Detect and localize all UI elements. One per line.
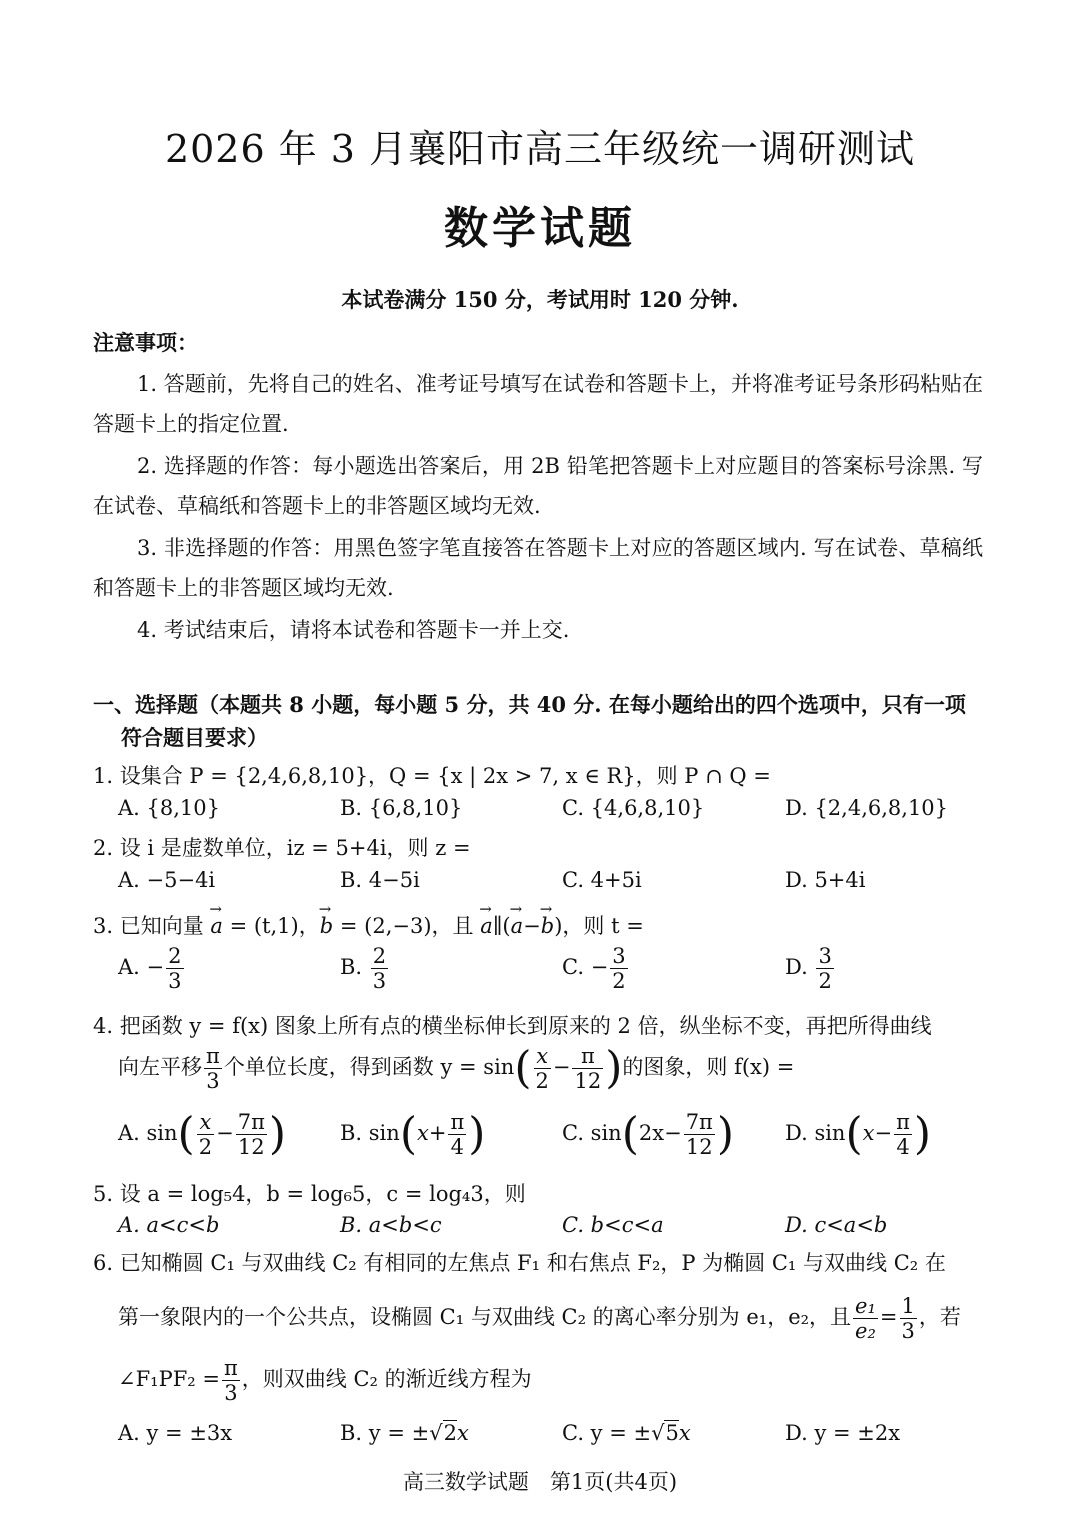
right-paren: )	[913, 1108, 932, 1160]
option-c: C. b<c<a	[562, 1213, 664, 1237]
option-b: B. a<b<c	[340, 1213, 442, 1237]
option-a	[118, 944, 186, 993]
fraction	[371, 944, 388, 993]
option-d: D. y = ±2x	[785, 1421, 901, 1445]
option-d: D. c<a<b	[785, 1213, 888, 1237]
vector-b: → b	[541, 914, 554, 938]
denominator: 2	[535, 1069, 549, 1093]
numerator: 3	[612, 944, 626, 968]
fraction	[166, 944, 183, 993]
option-sign: −	[146, 955, 165, 979]
vector-b: → b	[320, 914, 333, 938]
subject-title: 数学试题	[444, 203, 636, 254]
option-b: B. y = ±√2x	[340, 1421, 469, 1445]
section-line-1: 一、选择题（本题共 8 小题，每小题 5 分，共 40 分. 在每小题给出的四个选项中，只有一项	[93, 692, 966, 717]
denominator: 4	[450, 1135, 465, 1159]
option-c: C. 4+5i	[562, 868, 642, 892]
fraction	[197, 1110, 214, 1159]
option-label: A. sin	[118, 1121, 178, 1145]
numerator: 2	[372, 944, 387, 968]
question-2-stem: 2. 设 i 是虚数单位，iz = 5+4i，则 z =	[93, 836, 471, 860]
denominator: 3	[372, 969, 387, 993]
right-paren: )	[268, 1108, 287, 1160]
notice-heading: 注意事项：	[93, 330, 198, 355]
right-paren: )	[605, 1042, 623, 1094]
left-paren: (	[845, 1108, 863, 1160]
numerator: 7π	[685, 1110, 713, 1134]
q3-text: 3. 已知向量	[93, 914, 211, 938]
fraction	[204, 1044, 222, 1093]
q4-text: 个单位长度，得到函数 y = sin	[223, 1055, 515, 1079]
q3-text: −	[523, 914, 541, 938]
option-a	[118, 1110, 286, 1159]
left-paren: (	[621, 1108, 639, 1160]
left-paren: (	[177, 1108, 195, 1160]
option-a: A. a<c<b	[118, 1213, 220, 1237]
option-b: B. {6,8,10}	[340, 796, 463, 820]
notice-item: 4. 考试结束后，请将本试卷和答题卡一并上交.	[137, 618, 570, 642]
option-a: A. y = ±3x	[118, 1421, 233, 1445]
question-6-line-3	[118, 1356, 988, 1405]
fraction	[448, 1110, 466, 1159]
option-label: B.	[340, 955, 363, 979]
fraction	[534, 1044, 551, 1093]
exam-title: 2026 年 3 月襄阳市高三年级统一调研测试	[164, 127, 916, 171]
numerator: π	[450, 1110, 465, 1134]
left-paren: (	[514, 1042, 532, 1094]
option-label: C.	[562, 955, 584, 979]
option-text: B. y = ±	[340, 1421, 430, 1445]
option-sign: −	[590, 955, 609, 979]
q6-text: ∠F₁PF₂ =	[118, 1367, 220, 1391]
radicand: 5	[665, 1421, 679, 1445]
numerator: 2	[168, 944, 182, 968]
radicand: 2	[443, 1421, 457, 1445]
denominator: 3	[901, 1319, 915, 1343]
option-text: C. y = ±	[562, 1421, 652, 1445]
option-c	[562, 944, 630, 993]
denominator: 3	[168, 969, 182, 993]
fraction	[236, 1110, 267, 1159]
question-1-stem: 1. 设集合 P = {2,4,6,8,10}，Q = {x | 2x > 7, x ∈ R}，则 P ∩ Q =	[93, 764, 771, 788]
question-6-line-2	[118, 1294, 988, 1343]
question-3-stem	[93, 910, 988, 940]
denominator: 4	[896, 1135, 910, 1159]
option-d	[785, 944, 836, 993]
minus-sign: −	[552, 1055, 571, 1079]
fraction	[900, 1294, 917, 1343]
q3-text: = (2,−3)，且	[333, 914, 481, 938]
option-text: x	[678, 1421, 691, 1445]
numerator: π	[223, 1356, 238, 1380]
q6-text: ，则双曲线 C₂ 的渐近线方程为	[241, 1367, 532, 1391]
right-paren: )	[716, 1108, 735, 1160]
question-6-line-1: 6. 已知椭圆 C₁ 与双曲线 C₂ 有相同的左焦点 F₁ 和右焦点 F₂，P 为椭圆 C₁ 与双曲线 C₂ 在	[93, 1251, 946, 1275]
vector-a: → a	[210, 914, 223, 938]
q4-text: 的图象，则 f(x) =	[622, 1055, 795, 1079]
exam-info: 本试卷满分 150 分，考试用时 120 分钟.	[341, 287, 739, 312]
option-d	[785, 1110, 931, 1159]
numerator: 3	[818, 944, 832, 968]
denominator: 2	[818, 969, 832, 993]
question-5-stem: 5. 设 a = log₅4，b = log₆5，c = log₄3，则	[93, 1182, 526, 1206]
denominator: 3	[206, 1069, 220, 1093]
denominator: 2	[612, 969, 626, 993]
fraction	[610, 944, 627, 993]
q3-text: ∥(	[492, 914, 511, 938]
notice-item: 3. 非选择题的作答：用黑色签字笔直接答在答题卡上对应的答题区域内. 写在试卷、草稿纸和答题卡上的非答题区域均无效.	[93, 536, 983, 600]
notice-item: 2. 选择题的作答：每小题选出答案后，用 2B 铅笔把答题卡上对应题目的答案标号涂黑. 写在试卷、草稿纸和答题卡上的非答题区域均无效.	[93, 454, 983, 518]
option-b	[340, 944, 390, 993]
option-expr: x+	[416, 1121, 447, 1145]
option-a: A. −5−4i	[118, 868, 216, 892]
numerator: e₁	[855, 1294, 876, 1318]
numerator: π	[572, 1044, 603, 1069]
question-4-line-1: 4. 把函数 y = f(x) 图象上所有点的横坐标伸长到原来的 2 倍，纵坐标不变，再把所得曲线	[93, 1014, 932, 1038]
option-expr: x−	[862, 1121, 893, 1145]
option-label: C. sin	[562, 1121, 622, 1145]
vector-a: → a	[480, 914, 493, 938]
fraction	[853, 1294, 878, 1343]
option-b: B. 4−5i	[340, 868, 420, 892]
option-text: x	[456, 1421, 469, 1445]
option-label: B. sin	[340, 1121, 400, 1145]
fraction	[572, 1044, 603, 1093]
option-d: D. {2,4,6,8,10}	[785, 796, 949, 820]
fraction	[894, 1110, 912, 1159]
option-c	[562, 1110, 734, 1159]
notice-item: 1. 答题前，先将自己的姓名、准考证号填写在试卷和答题卡上，并将准考证号条形码粘贴在答题卡上的指定位置.	[93, 372, 983, 436]
q3-text: ，则 t =	[562, 914, 644, 938]
equals-sign: =	[879, 1305, 898, 1329]
section-heading	[93, 688, 988, 754]
option-c: C. y = ±√5x	[562, 1421, 691, 1445]
numerator: x	[197, 1110, 214, 1135]
option-expr: 2x−	[638, 1121, 682, 1145]
option-label: D. sin	[785, 1121, 846, 1145]
denominator: 12	[574, 1069, 602, 1093]
option-label: A.	[118, 955, 140, 979]
section-line-2: 符合题目要求）	[121, 725, 268, 750]
numerator: π	[206, 1044, 220, 1068]
q3-text: )	[554, 914, 563, 938]
denominator: 2	[198, 1135, 213, 1159]
denominator: 3	[224, 1381, 238, 1405]
option-d: D. 5+4i	[785, 868, 866, 892]
fraction	[816, 944, 833, 993]
q4-text: 向左平移	[118, 1055, 202, 1079]
denominator: e₂	[855, 1319, 876, 1343]
denominator: 12	[237, 1135, 265, 1159]
numerator: 7π	[237, 1110, 265, 1134]
page-footer: 高三数学试题 第1页(共4页)	[402, 1470, 678, 1494]
option-b	[340, 1110, 485, 1159]
option-a: A. {8,10}	[118, 796, 220, 820]
vector-a: → a	[511, 914, 524, 938]
notice-list	[93, 364, 983, 652]
numerator: 1	[901, 1294, 915, 1318]
numerator: π	[896, 1110, 910, 1134]
denominator: 12	[685, 1135, 713, 1159]
fraction	[684, 1110, 715, 1159]
q3-text: = (t,1)，	[222, 914, 320, 938]
numerator: x	[534, 1044, 551, 1069]
left-paren: (	[399, 1108, 417, 1160]
minus-sign: −	[216, 1121, 234, 1145]
question-4-line-2	[118, 1044, 988, 1093]
right-paren: )	[468, 1108, 486, 1160]
option-c: C. {4,6,8,10}	[562, 796, 705, 820]
q6-text: ，若	[918, 1305, 961, 1329]
option-label: D.	[785, 955, 808, 979]
fraction	[222, 1356, 240, 1405]
q6-text: 第一象限内的一个公共点，设椭圆 C₁ 与双曲线 C₂ 的离心率分别为 e₁，e₂，且	[118, 1305, 852, 1329]
